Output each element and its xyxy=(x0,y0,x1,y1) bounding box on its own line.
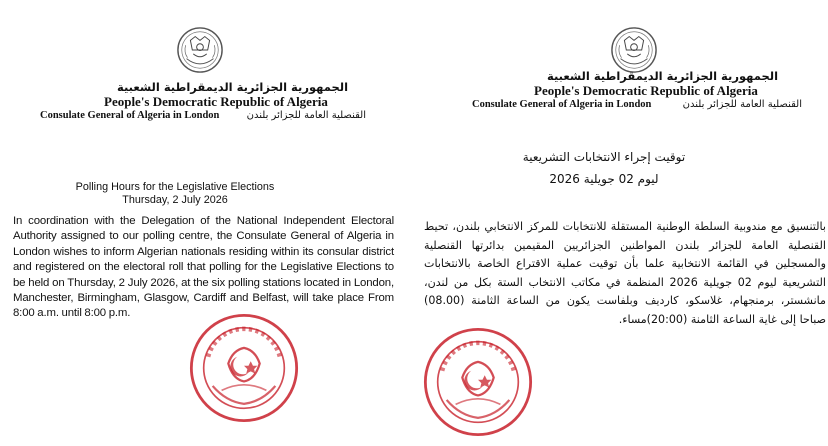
republic-name-english: People's Democratic Republic of Algeria xyxy=(534,83,758,98)
consulate-name-arabic: القنصلية العامة للجزائر بلندن xyxy=(246,110,366,121)
notice-body-arabic: بالتنسيق مع مندوبية السلطة الوطنية المستقلة للانتخابات للمركز الانتخابي بلندن، تحيط القنصلية العامة للجزائر بلندن المواطنين الجزائريين المقيمين بدائرتها القنصلية والمسجلين في القائمة الانتخابية علما بأن توقيت عملية الاقتراع الخاصة بالانتخابات التشريعية ليوم 02 جويلية 2026 المنظمة في مكاتب الانتخاب الستة بكل من لندن، مانشستر، برمنجهام، غلاسكو، كارديف وبلفاست يكون من الساعة الثامنة (08.00) صباحا إلى غاية الساعة الثامنة (20:00)مساء. xyxy=(424,220,826,326)
consulate-name-english: Consulate General of Algeria in London xyxy=(472,99,652,110)
republic-name-arabic: الجمهورية الجزائرية الديمقراطية الشعبية xyxy=(117,80,349,94)
consulate-line xyxy=(40,110,366,126)
consulate-stamp-icon xyxy=(422,326,534,438)
algeria-emblem-icon xyxy=(176,26,224,74)
notice-title-english: Polling Hours for the Legislative Elections xyxy=(75,181,275,193)
republic-name-english: People's Democratic Republic of Algeria xyxy=(104,94,328,109)
notice-date-arabic: ليوم 02 جويلية 2026 xyxy=(549,172,659,186)
notice-title-arabic: توقيت إجراء الانتخابات التشريعية xyxy=(522,150,686,164)
algeria-emblem-icon xyxy=(610,26,658,74)
notice-date-english: Thursday, 2 July 2026 xyxy=(122,194,228,206)
notice-body-english: In coordination with the Delegation of the National Independent Electoral Authority assigned to our polling centre, the Consulate General of Algeria in London wishes to inform Algerian nationals residing within its consular district and registered on the electoral roll that polling for the Legislative Elections to be held on Thursday, 2 July 2026, at the six polling stations located in London, Manchester, Birmingham, Glasgow, Cardiff and Belfast, will take place From 8:00 a.m. until 8:00 p.m. xyxy=(13,215,394,320)
consulate-name-english: Consulate General of Algeria in London xyxy=(40,110,220,121)
consulate-stamp-icon xyxy=(188,312,300,424)
arabic-notice-page xyxy=(414,0,828,446)
consulate-line xyxy=(472,99,802,115)
republic-name-arabic: الجمهورية الجزائرية الديمقراطية الشعبية xyxy=(547,69,779,83)
consulate-name-arabic: القنصلية العامة للجزائر بلندن xyxy=(682,99,802,110)
